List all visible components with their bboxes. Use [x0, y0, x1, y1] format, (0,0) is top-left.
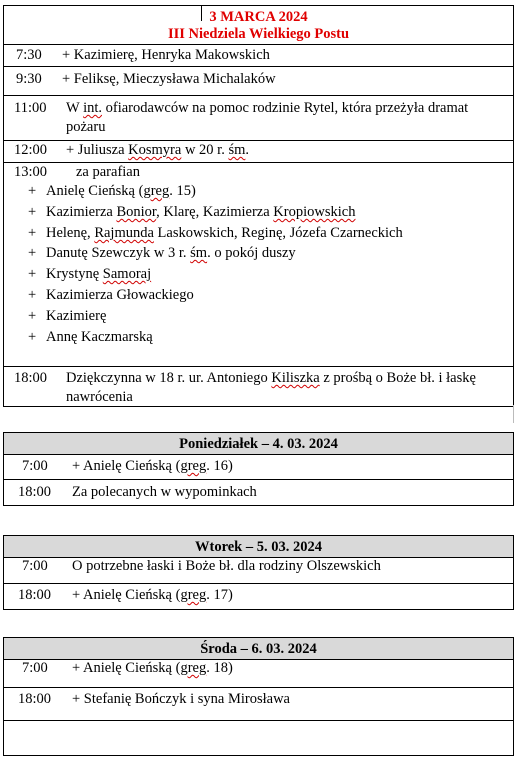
intention-part: int.: [83, 100, 102, 116]
mass-intention: za parafian: [76, 164, 140, 180]
sunday-title: III Niedziela Wielkiego Postu: [167, 26, 350, 42]
mass-intention: + Stefanię Bończyk i syna Mirosława: [72, 691, 290, 707]
list-item-text: Danutę Szewczyk w 3 r. śm. o pokój duszy: [46, 245, 296, 261]
plus-marker: +: [28, 308, 37, 324]
plus-marker: +: [28, 245, 37, 261]
list-item-text: Krystynę Samoraj: [46, 266, 152, 282]
mass-intention: + Kazimierę, Henryka Makowskich: [62, 47, 270, 63]
mass-intention: [66, 141, 503, 160]
plus-marker: +: [28, 204, 37, 220]
mass-intention: + Anielę Cieńską (greg. 17): [72, 587, 233, 603]
mass-row: [3, 141, 514, 163]
list-item: [0, 204, 517, 225]
list-item-text: Annę Kaczmarską: [46, 329, 153, 345]
plus-marker: +: [28, 329, 37, 345]
list-item: [0, 266, 517, 287]
list-item-text: Helenę, Rajmunda Laskowskich, Reginę, Józefa Czarneckich: [46, 225, 403, 241]
intention-part: + Juliusza: [66, 142, 129, 158]
empty-row: [3, 721, 514, 756]
plus-marker: +: [28, 225, 37, 241]
text-cursor: [201, 5, 202, 21]
plus-marker: +: [28, 183, 37, 199]
plus-marker: +: [28, 287, 37, 303]
mass-time: 13:00: [14, 164, 48, 180]
day-header-monday: Poniedziałek – 4. 03. 2024: [3, 432, 514, 455]
mass-intention: + Feliksę, Mieczysława Michalaków: [62, 71, 276, 87]
list-item-text: Kazimierza Bonior, Klarę, Kazimierza Kropiowskich: [46, 204, 356, 220]
mass-intention: + Anielę Cieńską (greg. 16): [72, 458, 233, 474]
intention-part: śm: [228, 142, 246, 158]
mass-intention: [66, 99, 493, 137]
mass-time: 18:00: [18, 587, 52, 603]
list-item: [0, 329, 517, 350]
mass-row: [3, 455, 514, 480]
sunday-title-box: [3, 5, 514, 45]
mass-time: 7:00: [22, 458, 48, 474]
intention-part: ofiarodawców na pomoc rodzinie Rytel, która przeżyła dramat pożaru: [66, 100, 469, 135]
plus-marker: +: [28, 266, 37, 282]
margin-mark: [513, 405, 514, 423]
list-item: [0, 308, 517, 329]
mass-time: 18:00: [18, 691, 52, 707]
intention-part: .: [245, 142, 249, 158]
mass-row: [3, 584, 514, 610]
mass-row: [3, 45, 514, 67]
sunday-date: 3 MARCA 2024: [209, 9, 308, 25]
mass-intention: [66, 369, 503, 407]
mass-row: [3, 688, 514, 721]
mass-intention: Za polecanych w wypominkach: [72, 484, 257, 500]
intention-part: W: [66, 100, 84, 116]
mass-time: 18:00: [18, 484, 52, 500]
mass-time: 11:00: [14, 100, 47, 116]
mass-row: [3, 480, 514, 506]
mass-row: [3, 558, 514, 584]
intention-part: Dziękczynna w 18 r. ur. Antoniego: [66, 370, 272, 386]
day-header-wednesday: Środa – 6. 03. 2024: [3, 637, 514, 660]
mass-time: 12:00: [14, 142, 48, 158]
intention-part: Kiliszka: [271, 370, 320, 386]
list-item-text: Kazimierza Głowackiego: [46, 287, 194, 303]
mass-time: 7:00: [22, 660, 48, 676]
mass-time: 9:30: [16, 71, 42, 87]
mass-time: 7:30: [16, 47, 42, 63]
intention-part: Kosmyra: [128, 142, 182, 158]
mass-row: [3, 660, 514, 688]
mass-time: 7:00: [22, 558, 48, 574]
mass-intention: O potrzebne łaski i Boże bł. dla rodziny Olszewskich: [72, 558, 381, 574]
intention-part: w 20 r.: [181, 142, 229, 158]
mass-row: [3, 96, 514, 141]
list-item: [0, 225, 517, 246]
list-item: [0, 245, 517, 266]
mass-intention: + Anielę Cieńską (greg. 18): [72, 660, 233, 676]
list-item-text: Anielę Cieńską (greg. 15): [46, 183, 196, 199]
list-item-text: Kazimierę: [46, 308, 107, 324]
mass-time: 18:00: [14, 370, 48, 386]
list-item: [0, 287, 517, 308]
day-header-tuesday: Wtorek – 5. 03. 2024: [3, 535, 514, 558]
mass-row: [3, 67, 514, 96]
mass-row: [3, 367, 514, 407]
list-item: [0, 183, 517, 204]
intention-part: z prośbą o Boże bł. i łaskę nawrócenia: [66, 370, 476, 405]
